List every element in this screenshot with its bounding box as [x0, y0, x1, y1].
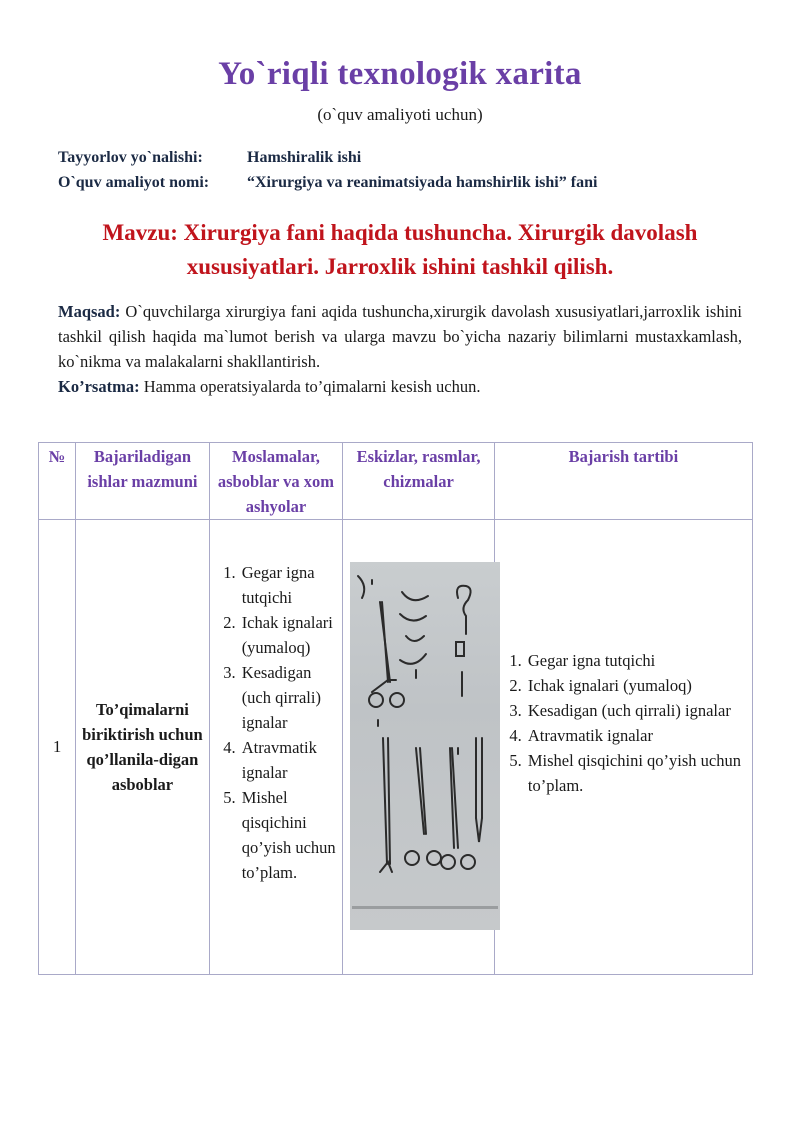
list-item: 4. Atravmatik ignalar — [240, 735, 343, 785]
list-item: 5. Mishel qisqichini qo’yish uchun to’plam. — [240, 785, 343, 885]
page-title: Yo`riqli texnologik xarita — [218, 56, 582, 92]
list-item: 1. Gegar igna tutqichi — [240, 560, 343, 610]
header-sketches: Eskizlar, rasmlar, chizmalar — [343, 443, 495, 520]
hint-text: Hamma operatsiyalarda to’qimalarni kesish uchun. — [143, 377, 481, 396]
steps-list — [495, 520, 752, 798]
list-item: 4. Atravmatik ignalar — [526, 723, 752, 748]
tech-map-table — [38, 442, 753, 975]
goal-label: Maqsad: — [58, 302, 121, 321]
table-row — [39, 520, 753, 975]
row-tools-cell — [209, 520, 343, 975]
list-item: 2. Ichak ignalari (yumaloq) — [526, 673, 752, 698]
list-item: 2. Ichak ignalari (yumaloq) — [240, 610, 343, 660]
list-item: 3. Kesadigan (uch qirrali) ignalar — [526, 698, 752, 723]
practice-value: “Xirurgiya va reanimatsiyada hamshirlik ishi” fani — [247, 174, 598, 191]
row-steps-cell — [494, 520, 752, 975]
hint-paragraph — [58, 374, 742, 399]
goal-text: O`quvchilarga xirurgiya fani aqida tushuncha,xirurgik davolash xususiyatlari,jarroxlik ishini tashkil qilish haqida ma`lumot berish va ularga mavzu bo`yicha nazariy bilimlarni mustaxkamlash, ko`nikma va malakalarni shakllantirish. — [58, 302, 742, 371]
list-item: 1. Gegar igna tutqichi — [526, 648, 752, 673]
surgical-instruments-illustration — [350, 562, 500, 930]
tools-list — [210, 520, 343, 885]
header-tools: Moslamalar, asboblar va xom ashyolar — [209, 443, 343, 520]
page-subtitle: (o`quv amaliyoti uchun) — [317, 105, 483, 124]
header-steps: Bajarish tartibi — [494, 443, 752, 520]
list-item: 3. Kesadigan (uch qirrali) ignalar — [240, 660, 343, 735]
hint-label: Ko’rsatma: — [58, 377, 140, 396]
practice-label: O`quv amaliyot nomi: — [58, 174, 210, 191]
list-item: 5. Mishel qisqichini qo’yish uchun to’plam. — [526, 748, 752, 798]
row-number: 1 — [39, 520, 76, 975]
direction-line — [58, 149, 361, 167]
direction-value: Hamshiralik ishi — [247, 149, 362, 166]
direction-label: Tayyorlov yo`nalishi: — [58, 149, 203, 166]
header-work: Bajariladigan ishlar mazmuni — [76, 443, 210, 520]
row-sketch-cell — [343, 520, 495, 975]
topic-heading: Mavzu: Xirurgiya fani haqida tushuncha. Xirurgik davolash xususiyatlari. Jarroxlik ishini tashkil qilish. — [102, 220, 698, 279]
instruments-photo — [350, 562, 500, 930]
header-number: № — [39, 443, 76, 520]
table-header-row — [39, 443, 753, 520]
row-work: To’qimalarni biriktirish uchun qo’llanila-digan asboblar — [76, 520, 210, 975]
practice-line — [58, 174, 597, 192]
goal-paragraph — [58, 299, 742, 374]
